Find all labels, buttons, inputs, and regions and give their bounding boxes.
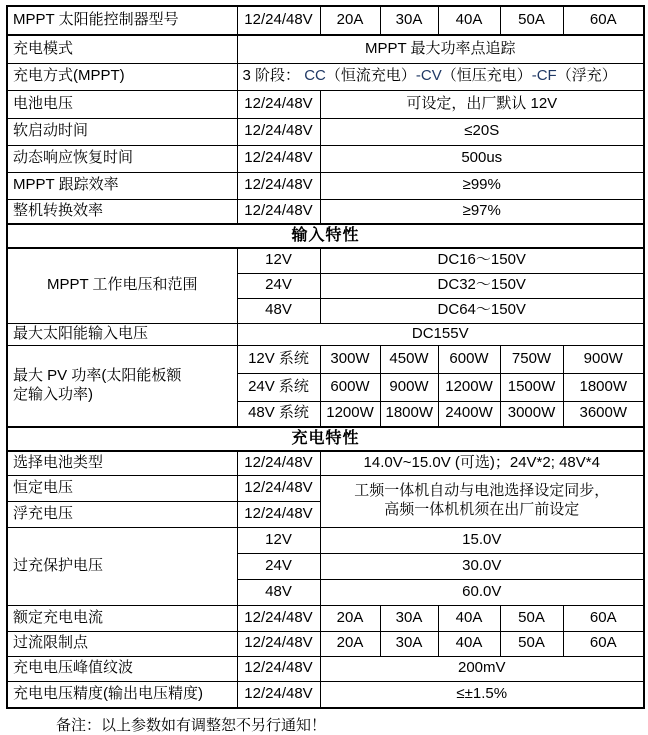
- table-row: [7, 345, 644, 373]
- section-header-cell: 输入特性: [7, 224, 644, 248]
- table-cell: 30A: [380, 605, 438, 631]
- table-cell: 整机转换效率: [7, 199, 237, 224]
- table-row: [7, 90, 644, 118]
- table-cell: 1200W: [320, 401, 380, 427]
- table-cell: 动态响应恢复时间: [7, 145, 237, 172]
- table-cell: 40A: [438, 631, 500, 656]
- table-cell: 12/24/48V: [237, 501, 320, 527]
- table-cell: DC16～150V: [320, 248, 644, 273]
- table-cell: 12/24/48V: [237, 172, 320, 199]
- table-row: [7, 681, 644, 708]
- table-cell: 12/24/48V: [237, 451, 320, 475]
- table-cell: ≥97%: [320, 199, 644, 224]
- table-cell: 恒定电压: [7, 475, 237, 501]
- table-cell: ≤±1.5%: [320, 681, 644, 708]
- table-cell: 14.0V~15.0V (可选)；24V*2; 48V*4: [320, 451, 644, 475]
- table-row: [7, 323, 644, 345]
- table-cell: 30.0V: [320, 553, 644, 579]
- table-cell: 300W: [320, 345, 380, 373]
- table-cell: 过充保护电压: [7, 527, 237, 605]
- table-row: [7, 145, 644, 172]
- table-cell: 500us: [320, 145, 644, 172]
- table-cell: 50A: [500, 6, 563, 35]
- table-cell: 48V: [237, 579, 320, 605]
- table-cell: 12V: [237, 527, 320, 553]
- table-cell: 12/24/48V: [237, 656, 320, 681]
- footer-note: 备注：以上参数如有调整恕不另行通知！: [56, 717, 327, 734]
- table-cell: MPPT 工作电压和范围: [7, 248, 237, 323]
- table-row: [7, 475, 644, 501]
- table-cell: 30A: [380, 6, 438, 35]
- table-row: [7, 35, 644, 63]
- table-cell: 20A: [320, 605, 380, 631]
- table-cell: 浮充电压: [7, 501, 237, 527]
- highlighted-text: -CF: [531, 67, 557, 85]
- table-cell: 最大 PV 功率(太阳能板额 定输入功率): [7, 345, 237, 427]
- table-cell: 过流限制点: [7, 631, 237, 656]
- cell-text: （恒压充电）: [441, 67, 532, 85]
- cell-text: （恒流充电）: [325, 67, 416, 85]
- table-row: [7, 631, 644, 656]
- table-cell: DC155V: [237, 323, 644, 345]
- table-cell: 1800W: [563, 373, 644, 401]
- section-header-row: [7, 427, 644, 451]
- table-row: [7, 172, 644, 199]
- table-cell: 1200W: [438, 373, 500, 401]
- table-cell: 软启动时间: [7, 118, 237, 145]
- table-cell: 充电方式(MPPT): [7, 63, 237, 90]
- table-row: [7, 527, 644, 553]
- table-cell: 60A: [563, 631, 644, 656]
- table-cell: 60A: [563, 6, 644, 35]
- table-cell: 50A: [500, 631, 563, 656]
- table-cell: 20A: [320, 631, 380, 656]
- table-cell: 24V: [237, 273, 320, 298]
- table-cell: 12/24/48V: [237, 90, 320, 118]
- table-cell: 12/24/48V: [237, 6, 320, 35]
- table-cell: 60.0V: [320, 579, 644, 605]
- table-cell: 30A: [380, 631, 438, 656]
- table-cell: 200mV: [320, 656, 644, 681]
- table-cell: 12/24/48V: [237, 631, 320, 656]
- table-cell: [237, 63, 644, 90]
- table-cell: 40A: [438, 6, 500, 35]
- table-row: [7, 199, 644, 224]
- table-cell: 充电电压峰值纹波: [7, 656, 237, 681]
- table-cell: 24V: [237, 553, 320, 579]
- highlighted-text: -CV: [415, 67, 442, 85]
- table-cell: 电池电压: [7, 90, 237, 118]
- table-cell: 12/24/48V: [237, 605, 320, 631]
- table-cell: ≤20S: [320, 118, 644, 145]
- table-row: [7, 248, 644, 273]
- table-cell: DC32～150V: [320, 273, 644, 298]
- table-cell: 750W: [500, 345, 563, 373]
- table-cell: 50A: [500, 605, 563, 631]
- table-cell: 48V 系统: [237, 401, 320, 427]
- table-cell: 600W: [320, 373, 380, 401]
- table-row: [7, 656, 644, 681]
- table-cell: 额定充电电流: [7, 605, 237, 631]
- table-cell: 12/24/48V: [237, 145, 320, 172]
- highlighted-text: CC: [304, 67, 326, 85]
- table-cell: 最大太阳能输入电压: [7, 323, 237, 345]
- table-cell: 可设定，出厂默认 12V: [320, 90, 644, 118]
- table-cell: 工频一体机自动与电池选择设定同步， 高频一体机机须在出厂前设定: [320, 475, 644, 527]
- table-cell: 充电模式: [7, 35, 237, 63]
- table-cell: 2400W: [438, 401, 500, 427]
- table-cell: 12/24/48V: [237, 681, 320, 708]
- table-cell: 20A: [320, 6, 380, 35]
- table-row: [7, 63, 644, 90]
- table-cell: 12V 系统: [237, 345, 320, 373]
- cell-text: 3 阶段：: [242, 67, 305, 85]
- table-cell: 900W: [563, 345, 644, 373]
- cell-text: （浮充）: [556, 67, 617, 85]
- table-cell: MPPT 最大功率点追踪: [237, 35, 644, 63]
- table-row: [7, 6, 644, 35]
- spec-table: [6, 5, 645, 709]
- table-row: [7, 118, 644, 145]
- table-row: [7, 605, 644, 631]
- table-cell: 3600W: [563, 401, 644, 427]
- table-row: [7, 451, 644, 475]
- table-cell: MPPT 太阳能控制器型号: [7, 6, 237, 35]
- section-header-cell: 充电特性: [7, 427, 644, 451]
- table-cell: 15.0V: [320, 527, 644, 553]
- table-cell: 48V: [237, 298, 320, 323]
- table-cell: 1500W: [500, 373, 563, 401]
- table-cell: DC64～150V: [320, 298, 644, 323]
- table-cell: 选择电池类型: [7, 451, 237, 475]
- table-cell: 充电电压精度(输出电压精度): [7, 681, 237, 708]
- table-cell: 900W: [380, 373, 438, 401]
- table-cell: 12/24/48V: [237, 475, 320, 501]
- table-cell: 600W: [438, 345, 500, 373]
- table-cell: 12V: [237, 248, 320, 273]
- table-cell: 60A: [563, 605, 644, 631]
- table-cell: 12/24/48V: [237, 199, 320, 224]
- table-cell: MPPT 跟踪效率: [7, 172, 237, 199]
- table-cell: 450W: [380, 345, 438, 373]
- table-cell: ≥99%: [320, 172, 644, 199]
- table-cell: 1800W: [380, 401, 438, 427]
- table-cell: 24V 系统: [237, 373, 320, 401]
- section-header-row: [7, 224, 644, 248]
- table-cell: 3000W: [500, 401, 563, 427]
- table-cell: 40A: [438, 605, 500, 631]
- table-cell: 12/24/48V: [237, 118, 320, 145]
